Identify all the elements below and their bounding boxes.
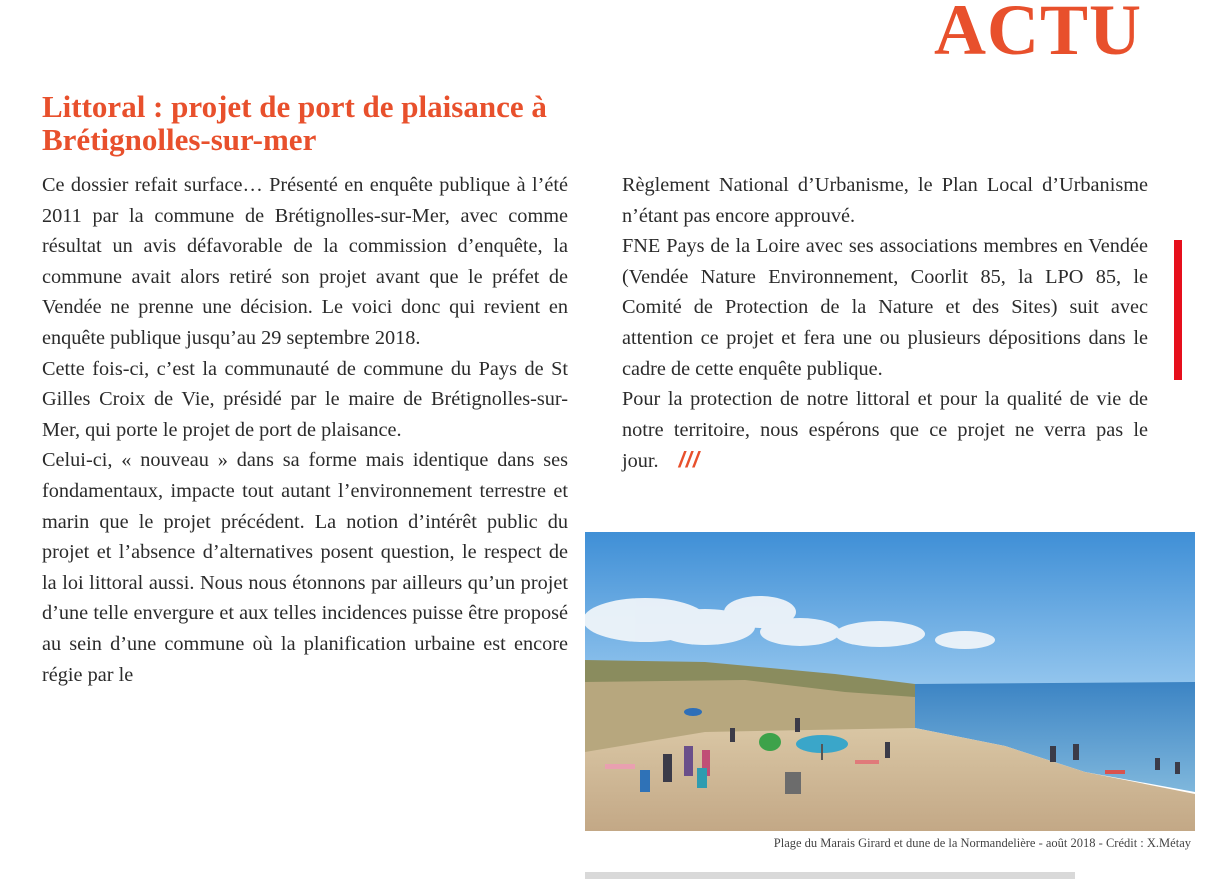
section-tag: ACTU	[933, 0, 1142, 70]
paragraph: Règlement National d’Urbanisme, le Plan Local d’Urbanisme n’étant pas encore approuvé.	[622, 174, 1148, 227]
footer-gray-bar	[585, 872, 1075, 879]
end-mark: ///	[678, 447, 700, 473]
paragraph-last	[622, 384, 1148, 477]
paragraph: FNE Pays de la Loire avec ses associations membres en Vendée (Vendée Nature Environnement, Coorlit 85, la LPO 85, le Comité de Protection de la Nature et des Sites) suit avec attention ce projet et fera une ou plusieurs dépositions dans le cadre de cette enquête publique.	[622, 235, 1148, 380]
paragraph: Celui-ci, « nouveau » dans sa forme mais identique dans ses fondamentaux, impacte tout autant l’environnement terrestre et marin que le projet précédent. La notion d’intérêt public du projet et l’absence d’alternatives posent question, le respect de la loi littoral aussi. Nous nous étonnons par ailleurs qu’un projet d’une telle envergure et aux telles incidences puisse être proposé au sein d’une commune où la planification urbaine est encore régie par le	[42, 449, 568, 686]
article-column-left	[42, 170, 568, 690]
photo-caption: Plage du Marais Girard et dune de la Normandelière - août 2018 - Crédit : X.Métay	[773, 836, 1191, 850]
article-column-right	[622, 170, 1148, 477]
article-title: Littoral : projet de port de plaisance à Brétignolles-sur-mer	[42, 89, 547, 157]
margin-red-rule	[1174, 240, 1182, 380]
paragraph: Cette fois-ci, c’est la communauté de commune du Pays de St Gilles Croix de Vie, présidé par le maire de Brétignolles-sur-Mer, qui porte le projet de port de plaisance.	[42, 357, 568, 441]
beach-photo	[585, 532, 1195, 831]
paragraph: Ce dossier refait surface… Présenté en enquête publique à l’été 2011 par la commune de Brétignolles-sur-Mer, avec comme résultat un avis défavorable de la commission d’enquête, la commune avait alors retiré son projet avant que le préfet de Vendée ne prenne une décision. Le voici donc qui revient en enquête publique jusqu’au 29 septembre 2018.	[42, 174, 568, 349]
paragraph-text: Pour la protection de notre littoral et pour la qualité de vie de notre territoire, nous espérons que ce projet ne verra pas le jour.	[622, 388, 1148, 473]
